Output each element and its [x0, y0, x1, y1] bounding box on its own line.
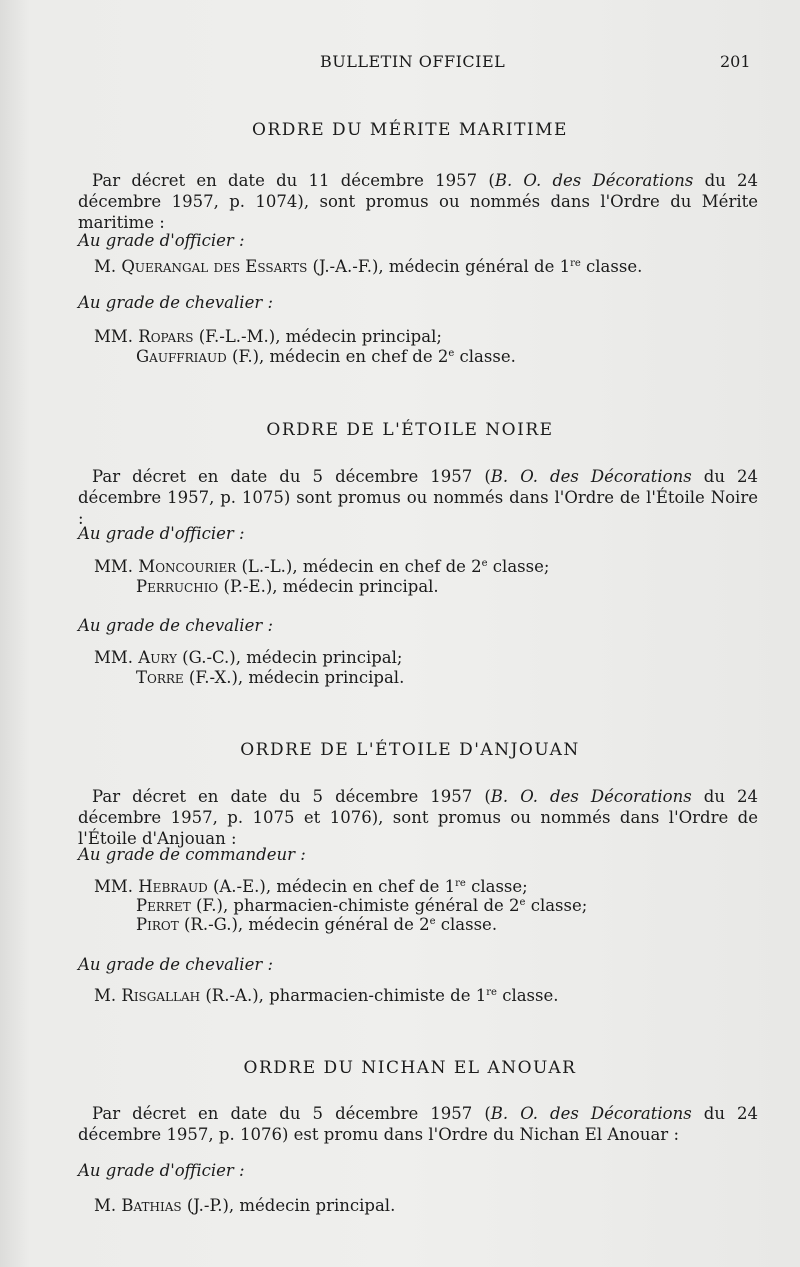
- list-item: Perruchio (P.-E.), médecin principal.: [136, 577, 439, 596]
- page-number: 201: [720, 52, 751, 71]
- grade-heading: Au grade de commandeur :: [78, 845, 306, 864]
- decree-paragraph: Par décret en date du 5 décembre 1957 (B. O. des Décorations du 24 décembre 1957, p. 1076) est promu dans l'Ordre du Nichan El Anouar :: [78, 1104, 758, 1144]
- list-item: Pirot (R.-G.), médecin général de 2e classe.: [136, 915, 498, 934]
- decree-paragraph: Par décret en date du 5 décembre 1957 (B. O. des Décorations du 24 décembre 1957, p. 1075) sont promus ou nommés dans l'Ordre de l'Étoile Noire :: [78, 467, 758, 528]
- section-title: ORDRE DU MÉRITE MARITIME: [252, 120, 568, 140]
- grade-heading: Au grade de chevalier :: [78, 616, 274, 635]
- list-item: MM. Aury (G.-C.), médecin principal;: [94, 648, 403, 667]
- running-title: BULLETIN OFFICIEL: [320, 52, 506, 71]
- list-item: MM. Ropars (F.-L.-M.), médecin principal;: [94, 327, 442, 346]
- list-item: M. Querangal des Essarts (J.-A.-F.), médecin général de 1re classe.: [94, 257, 643, 276]
- decree-paragraph: Par décret en date du 5 décembre 1957 (B. O. des Décorations du 24 décembre 1957, p. 1075 et 1076), sont promus ou nommés dans l'Ordre de l'Étoile d'Anjouan :: [78, 787, 758, 848]
- section-title: ORDRE DE L'ÉTOILE NOIRE: [266, 420, 554, 440]
- section-title: ORDRE DE L'ÉTOILE D'ANJOUAN: [240, 740, 580, 760]
- list-item: M. Bathias (J.-P.), médecin principal.: [94, 1196, 396, 1215]
- list-item: Gauffriaud (F.), médecin en chef de 2e classe.: [136, 347, 516, 366]
- list-item: MM. Hebraud (A.-E.), médecin en chef de 1re classe;: [94, 877, 528, 896]
- grade-heading: Au grade d'officier :: [78, 231, 245, 250]
- list-item: M. Risgallah (R.-A.), pharmacien-chimiste de 1re classe.: [94, 986, 559, 1005]
- list-item: Torre (F.-X.), médecin principal.: [136, 668, 405, 687]
- grade-heading: Au grade de chevalier :: [78, 293, 274, 312]
- grade-heading: Au grade d'officier :: [78, 524, 245, 543]
- grade-heading: Au grade de chevalier :: [78, 955, 274, 974]
- list-item: Perret (F.), pharmacien-chimiste général de 2e classe;: [136, 896, 588, 915]
- grade-heading: Au grade d'officier :: [78, 1161, 245, 1180]
- decree-paragraph: Par décret en date du 11 décembre 1957 (B. O. des Décorations du 24 décembre 1957, p. 1074), sont promus ou nommés dans l'Ordre du Mérite maritime :: [78, 171, 758, 232]
- section-title: ORDRE DU NICHAN EL ANOUAR: [243, 1058, 577, 1078]
- page-header: [0, 52, 800, 76]
- list-item: MM. Moncourier (L.-L.), médecin en chef de 2e classe;: [94, 557, 550, 576]
